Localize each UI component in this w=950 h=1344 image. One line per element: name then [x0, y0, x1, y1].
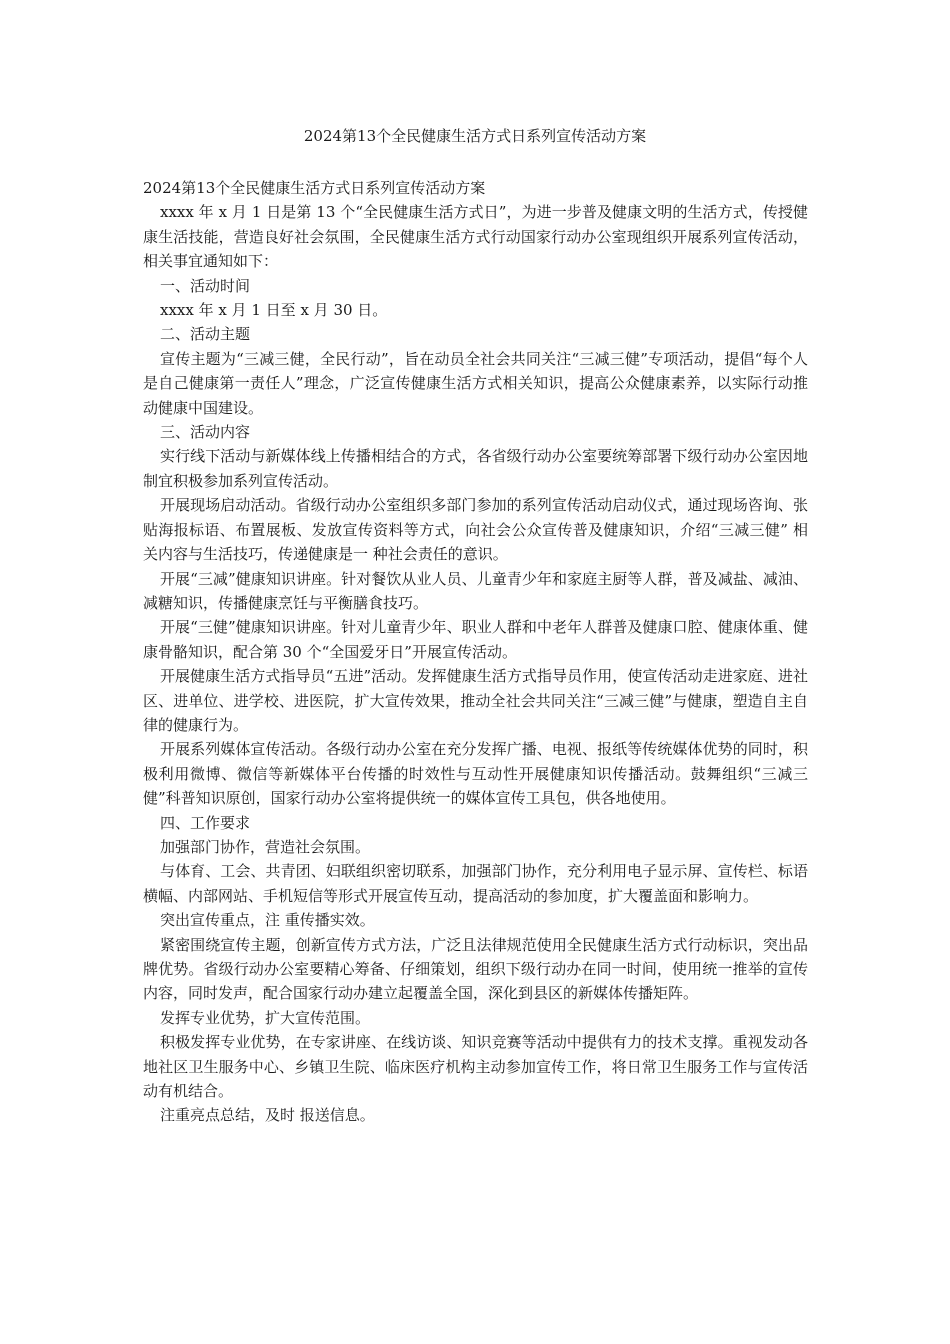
paragraph: 宣传主题为“三减三健，全民行动”，旨在动员全社会共同关注“三减三健”专项活动，提倡“每个人是自己健康第一责任人”理念，广泛宣传健康生活方式相关知识，提高公众健康素养，以实际行动推动健康中国建设。: [143, 349, 808, 417]
paragraph: 二、活动主题: [160, 325, 251, 344]
paragraph: 开展系列媒体宣传活动。各级行动办公室在充分发挥广播、电视、报纸等传统媒体优势的同时，积极利用微博、微信等新媒体平台传播的时效性与互动性开展健康知识传播活动。鼓舞组织“三减三健”科普知识原创，国家行动办公室将提供统一的媒体宣传工具包，供各地使用。: [143, 740, 808, 808]
paragraph: 注重亮点总结，及时 报送信息。: [160, 1106, 375, 1125]
paragraph: 开展“三减”健康知识讲座。针对餐饮从业人员、儿童青少年和家庭主厨等人群，普及减盐、减油、减糖知识，传播健康烹饪与平衡膳食技巧。: [143, 569, 808, 612]
paragraph: xxxx 年 x 月 1 日至 x 月 30 日。: [160, 301, 388, 320]
paragraph: 发挥专业优势，扩大宣传范围。: [160, 1008, 371, 1027]
paragraph: 实行线下活动与新媒体线上传播相结合的方式，各省级行动办公室要统筹部署下级行动办公室因地制宜积极参加系列宣传活动。: [143, 447, 808, 490]
paragraph: 紧密围绕宣传主题，创新宣传方式方法，广泛且法律规范使用全民健康生活方式行动标识，突出品牌优势。省级行动办公室要精心筹备、仔细策划，组织下级行动办在同一时间，使用统一推举的宣传内容，同时发声，配合国家行动办建立起覆盖全国，深化到县区的新媒体传播矩阵。: [143, 935, 808, 1003]
paragraph: 开展“三健”健康知识讲座。针对儿童青少年、职业人群和中老年人群普及健康口腔、健康体重、健康骨骼知识，配合第 30 个“全国爱牙日”开展宣传活动。: [143, 618, 808, 661]
paragraph: xxxx 年 x 月 1 日是第 13 个“全民健康生活方式日”，为进一步普及健康文明的生活方式，传授健康生活技能，营造良好社会氛围，全民健康生活方式行动国家行动办公室现组织开展系列宣传活动，相关事宜通知如下：: [143, 203, 808, 271]
paragraph: 突出宣传重点，注 重传播实效。: [160, 911, 375, 930]
paragraph: 四、工作要求: [160, 813, 251, 832]
body-heading: 2024第13个全民健康生活方式日系列宣传活动方案: [143, 179, 486, 197]
document-title: 2024第13个全民健康生活方式日系列宣传活动方案: [303, 127, 647, 145]
document-body: [143, 176, 808, 1128]
paragraph: 加强部门协作，营造社会氛围。: [160, 837, 371, 856]
paragraph: 积极发挥专业优势，在专家讲座、在线访谈、知识竞赛等活动中提供有力的技术支撑。重视发动各地社区卫生服务中心、乡镇卫生院、临床医疗机构主动参加宣传工作，将日常卫生服务工作与宣传活动有机结合。: [143, 1033, 808, 1101]
paragraph: 开展健康生活方式指导员“五进”活动。发挥健康生活方式指导员作用，使宣传活动走进家庭、进社区、进单位、进学校、进医院，扩大宣传效果，推动全社会共同关注“三减三健”与健康，塑造自主自 律的健康行为。: [143, 667, 808, 734]
paragraph: 三、活动内容: [160, 423, 251, 442]
paragraph: 一、活动时间: [160, 276, 251, 295]
paragraph: 开展现场启动活动。省级行动办公室组织多部门参加的系列宣传活动启动仪式，通过现场咨询、张贴海报标语、布置展板、发放宣传资料等方式，向社会公众宣传普及健康知识，介绍“三减三健” 相关内容与生活技巧，传递健康是一 种社会责任的意识。: [143, 496, 808, 564]
paragraph: 与体育、工会、共青团、妇联组织密切联系，加强部门协作，充分利用电子显示屏、宣传栏、标语横幅、内部网站、手机短信等形式开展宣传互动，提高活动的参加度，扩大覆盖面和影响力。: [143, 862, 808, 905]
